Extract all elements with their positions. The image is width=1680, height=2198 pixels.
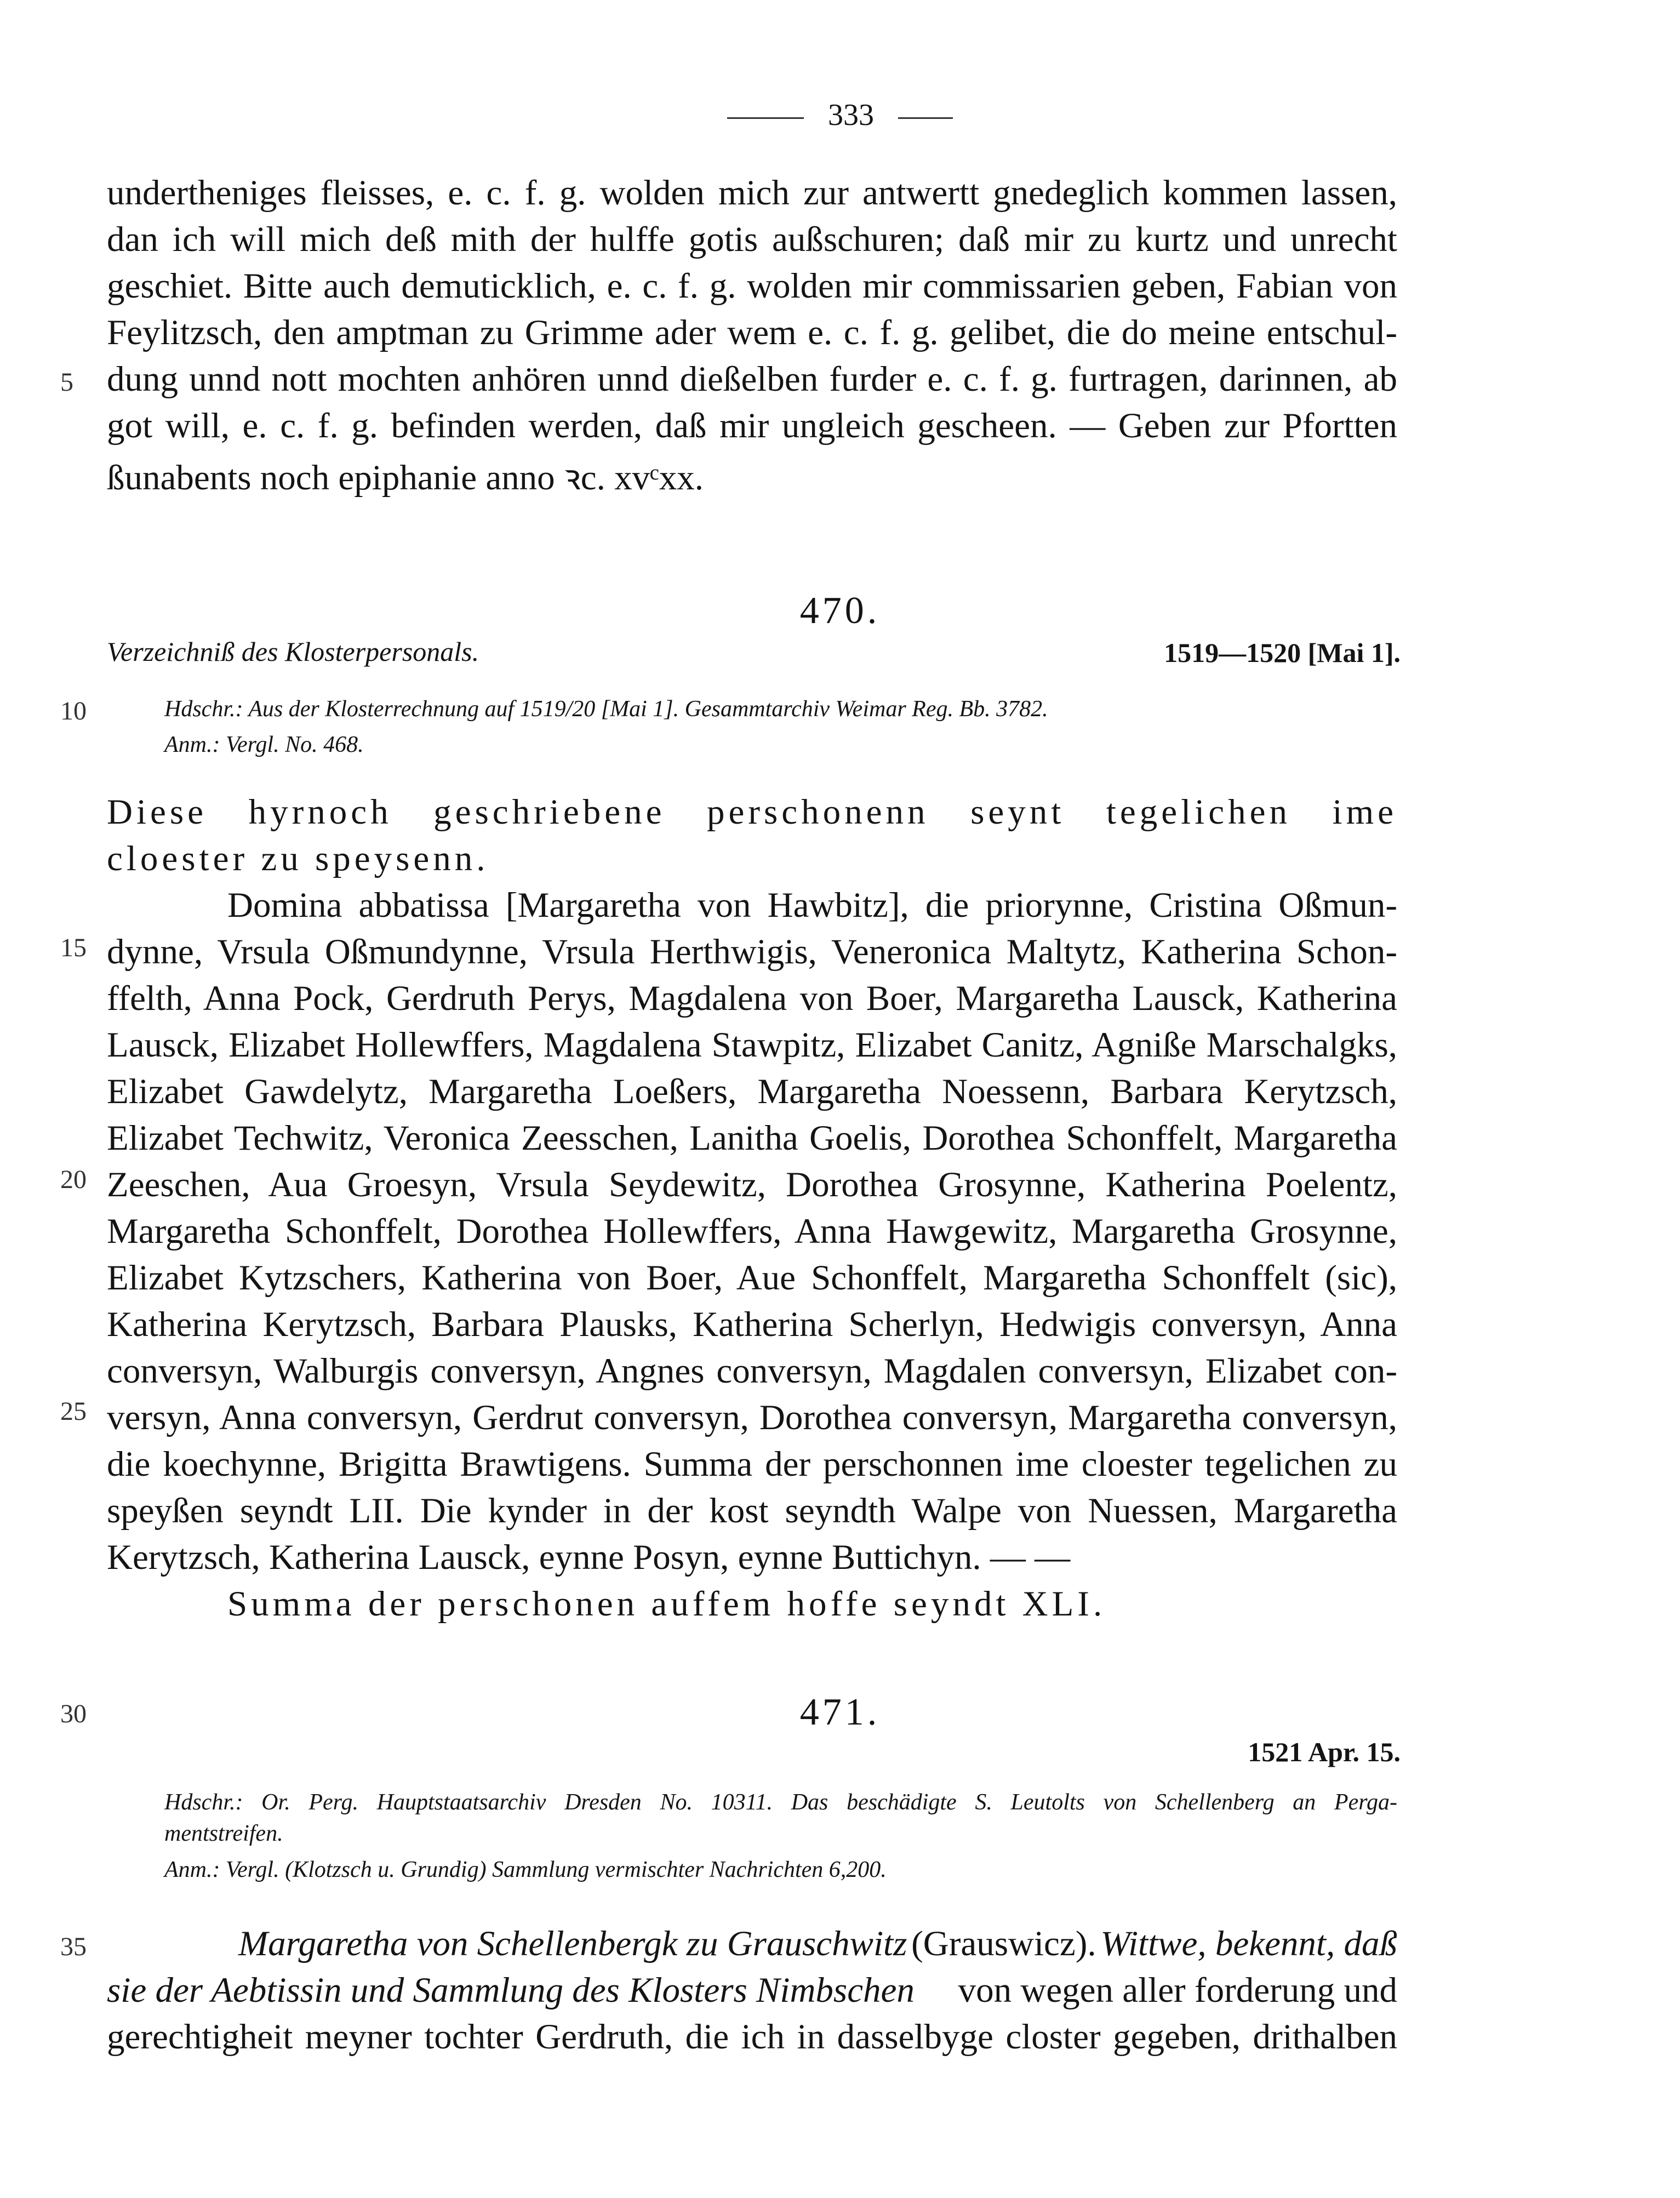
text-line: versyn, Anna conversyn, Gerdrut conversyn, Dorothea conversyn, Margaretha conversyn,	[107, 1398, 1397, 1437]
continuation-line: ßunabents noch epiphanie anno ꝛc. xvᶜxx.	[107, 458, 704, 498]
margin-line-number: 5	[60, 368, 73, 397]
text-line: Kerytzsch, Katherina Lausck, eynne Posyn, eynne Buttichyn. — —	[107, 1538, 1071, 1577]
document-title-470: Verzeichniß des Klosterpersonals.	[107, 636, 479, 667]
document-date-470: 1519—1520 [Mai 1].	[1164, 637, 1401, 668]
continuation-line: dung unnd nott mochten anhören unnd dießelben furder e. c. f. g. furtragen, darinnen, ab	[107, 359, 1397, 399]
annotation-note-471: Anm.: Vergl. (Klotzsch u. Grundig) Sammlung vermischter Nachrichten 6,200.	[164, 1857, 887, 1882]
text-line: Domina abbatissa [Margaretha von Hawbitz], die priorynne, Cristina Oßmun-	[227, 886, 1397, 925]
text-line: conversyn, Walburgis conversyn, Angnes conversyn, Magdalen conversyn, Elizabet con-	[107, 1351, 1397, 1391]
text-line: Zeeschen, Aua Groesyn, Vrsula Seydewitz, Dorothea Grosynne, Katherina Poelentz,	[107, 1165, 1397, 1204]
text-segment: Margaretha von Schellenbergk zu Grauschwitz	[238, 1924, 907, 1963]
text-line: Elizabet Kytzschers, Katherina von Boer, Aue Schonffelt, Margaretha Schonffelt (sic),	[107, 1258, 1397, 1298]
text-line	[238, 1923, 1397, 1965]
text-line: Elizabet Gawdelytz, Margaretha Loeßers, Margaretha Noessenn, Barbara Kerytzsch,	[107, 1072, 1397, 1111]
text-segment: Wittwe, bekennt, daß	[1100, 1924, 1397, 1963]
margin-line-number: 15	[60, 933, 87, 962]
text-line: Margaretha Schonffelt, Dorothea Hollewffers, Anna Hawgewitz, Margaretha Grosynne,	[107, 1212, 1397, 1251]
margin-line-number: 30	[60, 1699, 87, 1728]
intro-line: cloester zu speysenn.	[107, 839, 489, 878]
margin-line-number: 35	[60, 1932, 87, 1961]
document-number-471: 471.	[799, 1691, 881, 1733]
page-header	[0, 98, 1680, 133]
continuation-line: geschiet. Bitte auch demuticklich, e. c. f. g. wolden mir commissarien geben, Fabian von	[107, 266, 1397, 306]
summa-line: Summa der perschonen auffem hoffe seyndt XLI.	[227, 1584, 1106, 1624]
header-rule-right	[898, 117, 953, 119]
continuation-line: undertheniges fleisses, e. c. f. g. wolden mich zur antwertt gnedeglich kommen lassen,	[107, 173, 1397, 213]
source-note-471-cont: mentstreifen.	[164, 1821, 283, 1846]
source-note-471: Hdschr.: Or. Perg. Hauptstaatsarchiv Dresden No. 10311. Das beschädigte S. Leutolts von Schellenberg an Perga-	[164, 1790, 1397, 1815]
text-line: Katherina Kerytzsch, Barbara Plausks, Katherina Scherlyn, Hedwigis conversyn, Anna	[107, 1305, 1397, 1344]
source-note-470: Hdschr.: Aus der Klosterrechnung auf 1519/20 [Mai 1]. Gesammtarchiv Weimar Reg. Bb. 3782.	[164, 696, 1048, 722]
text-line: die koechynne, Brigitta Brawtigens. Summa der perschonnen ime cloester tegelichen zu	[107, 1445, 1397, 1484]
text-line: dynne, Vrsula Oßmundynne, Vrsula Herthwigis, Veneronica Maltytz, Katherina Schon-	[107, 932, 1397, 972]
margin-line-number: 25	[60, 1397, 87, 1426]
text-segment: von wegen aller forderung und	[958, 1971, 1397, 2010]
text-line: Elizabet Techwitz, Veronica Zeesschen, Lanitha Goelis, Dorothea Schonffelt, Margaretha	[107, 1118, 1397, 1158]
continuation-line: got will, e. c. f. g. befinden werden, daß mir ungleich gescheen. — Geben zur Pfortten	[107, 406, 1397, 446]
intro-line: Diese hyrnoch geschriebene perschonenn seynt tegelichen ime	[107, 792, 1397, 832]
continuation-line: dan ich will mich deß mith der hulffe gotis außschuren; daß mir zu kurtz und unrecht	[107, 220, 1397, 259]
margin-line-number: 10	[60, 696, 87, 726]
margin-line-number: 20	[60, 1165, 87, 1194]
document-date-471: 1521 Apr. 15.	[1248, 1737, 1401, 1767]
text-segment: sie der Aebtissin und Sammlung des Klosters Nimbschen	[107, 1971, 915, 2010]
text-line	[107, 1970, 1397, 2011]
annotation-note-470: Anm.: Vergl. No. 468.	[164, 732, 364, 757]
page-number: 333	[828, 98, 874, 132]
continuation-line: Feylitzsch, den amptman zu Grimme ader wem e. c. f. g. gelibet, die do meine entschul-	[107, 313, 1397, 352]
header-rule-left	[727, 117, 804, 119]
text-line: gerechtigheit meyner tochter Gerdruth, die ich in dasselbyge closter gegeben, drithalben	[107, 2017, 1397, 2057]
text-line: speyßen seyndt LII. Die kynder in der kost seyndth Walpe von Nuessen, Margaretha	[107, 1491, 1397, 1531]
text-line: ffelth, Anna Pock, Gerdruth Perys, Magdalena von Boer, Margaretha Lausck, Katherina	[107, 979, 1397, 1018]
document-number-470: 470.	[799, 590, 881, 632]
text-line: Lausck, Elizabet Hollewffers, Magdalena Stawpitz, Elizabet Canitz, Agniße Marschalgks,	[107, 1025, 1397, 1065]
text-segment: (Grauswicz).	[911, 1924, 1096, 1963]
